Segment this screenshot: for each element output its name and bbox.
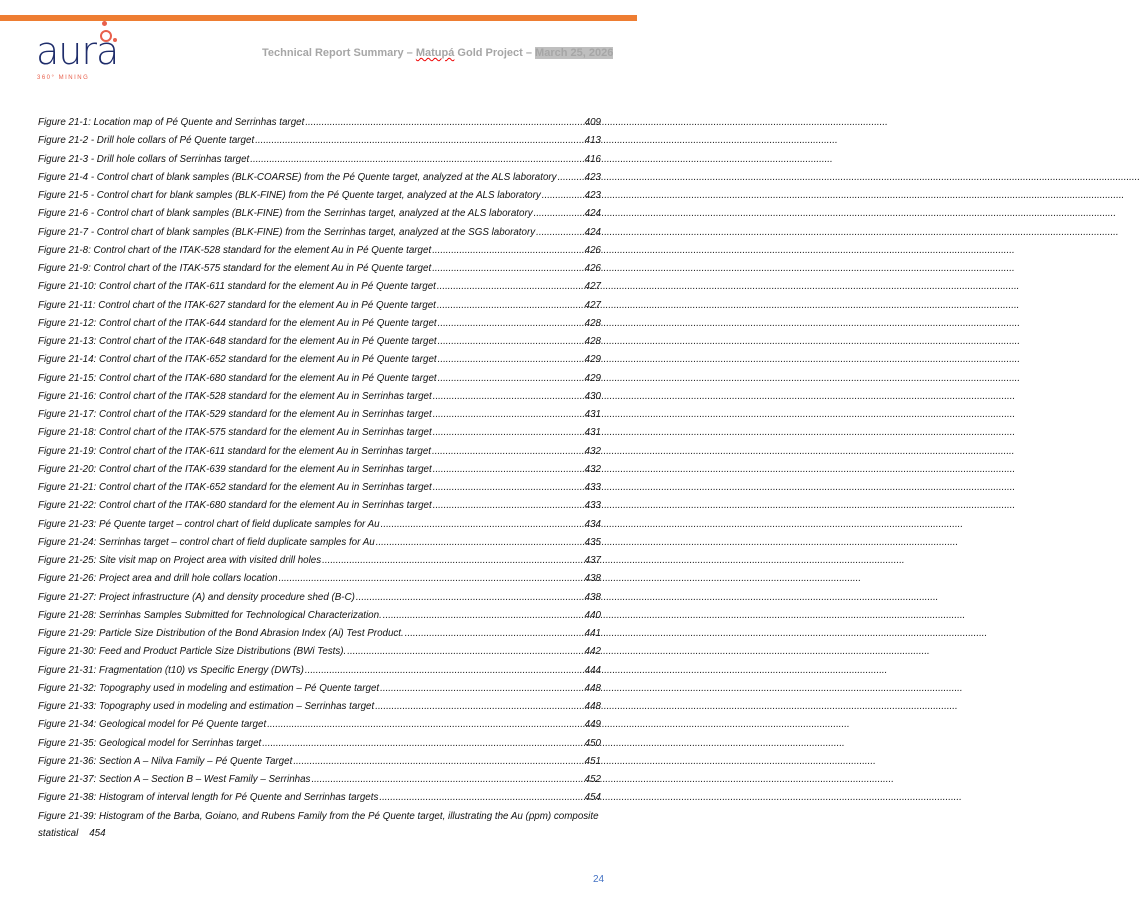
toc-entry-page: 444 (584, 664, 601, 676)
dot-leader (311, 771, 583, 789)
toc-entry-page: 438 (584, 591, 601, 603)
toc-entry-label: Figure 21-24: Serrinhas target – control chart of field duplicate samples for Au (38, 536, 375, 548)
toc-entry-label: Figure 21-28: Serrinhas Samples Submitted for Technological Characterization. (38, 609, 382, 621)
toc-entry[interactable] (38, 698, 601, 716)
toc-entry[interactable] (38, 753, 601, 771)
dot-leader (432, 242, 583, 260)
toc-entry[interactable] (38, 187, 601, 205)
toc-entry[interactable] (38, 424, 601, 442)
dot-leader (432, 443, 584, 461)
dot-leader (293, 753, 583, 771)
toc-entry-page: 428 (584, 336, 601, 347)
header-accent-bar (0, 15, 637, 21)
toc-entry[interactable] (38, 132, 601, 150)
title-date: March 25, 2026 (535, 47, 614, 59)
toc-entry-label: Figure 21-38: Histogram of interval length for Pé Quente and Serrinhas targets (38, 792, 379, 804)
toc-entry[interactable] (38, 570, 601, 588)
toc-entry-label: Figure 21-3 - Drill hole collars of Serrinhas target (38, 153, 250, 165)
toc-entry-label: Figure 21-4 - Control chart of blank samples (BLK-COARSE) from the Pé Quente target, analyzed at the ALS laboratory (38, 171, 557, 183)
toc-entry-label: Figure 21-13: Control chart of the ITAK-648 standard for the element Au in Pé Quente target (38, 336, 437, 347)
dot-leader (379, 789, 583, 807)
toc-entry-page: 451 (584, 755, 601, 767)
logo-tagline: 360° MINING (37, 75, 90, 81)
toc-entry-page: 432 (584, 463, 601, 475)
toc-entry-page: 429 (584, 354, 601, 366)
dot-leader (438, 351, 584, 369)
dot-leader (279, 570, 584, 588)
dot-leader (433, 424, 584, 442)
dot-leader (305, 114, 583, 132)
dot-leader (375, 698, 583, 716)
toc-entry-label: Figure 21-27: Project infrastructure (A) and density procedure shed (B-C) (38, 591, 355, 603)
toc-entry[interactable] (38, 151, 601, 169)
toc-entry-label: Figure 21-7 - Control chart of blank samples (BLK-FINE) from the Serrinhas target, analyzed at the SGS laboratory (38, 226, 536, 238)
toc-entry-page: 449 (584, 719, 601, 731)
table-of-figures (38, 114, 601, 842)
logo-wordmark: aura (36, 29, 119, 73)
toc-entry-label: Figure 21-36: Section A – Nilva Family – Pé Quente Target (38, 755, 293, 767)
page-number: 24 (593, 874, 605, 885)
toc-entry[interactable] (38, 589, 601, 607)
toc-entry-page: 431 (584, 409, 601, 420)
dot-leader (438, 333, 584, 351)
toc-entry[interactable] (38, 406, 601, 424)
dot-leader (347, 643, 583, 661)
toc-entry-label: Figure 21-35: Geological model for Serrinhas target (38, 737, 262, 749)
toc-entry[interactable] (38, 370, 601, 388)
dot-leader (558, 169, 584, 187)
toc-entry-page: 432 (584, 445, 601, 457)
toc-entry-label: Figure 21-17: Control chart of the ITAK-529 standard for the element Au in Serrinhas target (38, 409, 432, 420)
toc-entry-label: Figure 21-20: Control chart of the ITAK-639 standard for the element Au in Serrinhas target (38, 463, 432, 475)
toc-entry-page: 452 (584, 774, 601, 785)
dot-leader (381, 516, 584, 534)
toc-entry-label: Figure 21-25: Site visit map on Project area with visited drill holes (38, 555, 322, 566)
dot-leader (437, 297, 584, 315)
toc-entry[interactable] (38, 771, 601, 789)
toc-entry-label: Figure 21-5 - Control chart for blank samples (BLK-FINE) from the Pé Quente target, analyzed at the ALS laboratory (38, 190, 541, 201)
toc-entry-page: 409 (584, 117, 601, 128)
dot-leader (250, 151, 583, 169)
toc-entry-label: Figure 21-34: Geological model for Pé Quente target (38, 719, 267, 731)
toc-entry-page: 434 (584, 518, 601, 530)
toc-entry-label: Figure 21-14: Control chart of the ITAK-652 standard for the element Au in Pé Quente target (38, 354, 437, 366)
toc-entry[interactable] (38, 260, 601, 278)
title-project: Matupá (415, 47, 455, 59)
toc-entry-page: 440 (584, 609, 601, 621)
toc-entry[interactable] (38, 479, 601, 497)
toc-entry-label: Figure 21-39: Histogram of the Barba, Goiano, and Rubens Family from the Pé Quente target, illustrating the Au (ppm) composite statistical (38, 810, 599, 839)
toc-entry-label: Figure 21-1: Location map of Pé Quente and Serrinhas target (38, 117, 305, 128)
toc-entry-page: 442 (584, 646, 601, 658)
toc-entry[interactable] (38, 297, 601, 315)
header-title (262, 46, 613, 60)
toc-entry-page: 438 (584, 573, 601, 585)
toc-entry-label: Figure 21-9: Control chart of the ITAK-575 standard for the element Au in Pé Quente target (38, 263, 432, 274)
toc-entry-label: Figure 21-19: Control chart of the ITAK-611 standard for the element Au in Serrinhas target (38, 445, 431, 457)
title-mid: Gold Project – (454, 47, 536, 59)
toc-entry-label: Figure 21-11: Control chart of the ITAK-627 standard for the element Au in Pé Quente target (38, 299, 436, 311)
toc-entry[interactable] (38, 662, 601, 680)
toc-entry-page: 435 (584, 536, 601, 548)
toc-entry[interactable] (38, 516, 601, 534)
toc-entry-label: Figure 21-18: Control chart of the ITAK-575 standard for the element Au in Serrinhas target (38, 427, 432, 439)
dot-leader (356, 589, 584, 607)
toc-entry-page: 413 (584, 135, 601, 147)
toc-entry-page: 437 (584, 555, 601, 566)
toc-entry[interactable] (38, 808, 601, 842)
toc-entry-page: 429 (584, 372, 601, 384)
toc-entry[interactable] (38, 205, 601, 223)
toc-entry[interactable] (38, 552, 601, 570)
toc-entry-label: Figure 21-21: Control chart of the ITAK-652 standard for the element Au in Serrinhas target (38, 482, 432, 493)
aura-logo (36, 26, 156, 86)
toc-entry[interactable] (38, 625, 601, 643)
title-prefix: Technical Report Summary – (262, 47, 416, 59)
dot-leader (376, 534, 584, 552)
toc-entry-label: Figure 21-31: Fragmentation (t10) vs Specific Energy (DWTs) (38, 664, 304, 676)
dot-leader (405, 625, 584, 643)
toc-entry-page: 430 (584, 390, 601, 402)
toc-entry-page: 431 (584, 427, 601, 439)
toc-entry[interactable] (38, 716, 601, 734)
toc-entry-label: Figure 21-32: Topography used in modeling and estimation – Pé Quente target (38, 682, 380, 694)
dot-leader (438, 315, 584, 333)
toc-entry-label: Figure 21-12: Control chart of the ITAK-644 standard for the element Au in Pé Quente target (38, 317, 437, 329)
toc-entry-page: 424 (584, 226, 601, 238)
dot-leader (262, 735, 583, 753)
toc-entry-label: Figure 21-23: Pé Quente target – control chart of field duplicate samples for Au (38, 518, 380, 530)
toc-entry-page: 427 (584, 299, 601, 311)
toc-entry-label: Figure 21-33: Topography used in modeling and estimation – Serrinhas target (38, 701, 375, 712)
toc-entry-label: Figure 21-37: Section A – Section B – West Family – Serrinhas (38, 774, 311, 785)
toc-entry[interactable] (38, 735, 601, 753)
dot-leader (322, 552, 583, 570)
toc-entry-page: 441 (584, 628, 601, 639)
dot-leader (433, 497, 584, 515)
dot-leader (380, 680, 584, 698)
toc-entry-label: Figure 21-26: Project area and drill hole collars location (38, 573, 278, 585)
dot-leader (267, 716, 583, 734)
toc-entry[interactable] (38, 643, 601, 661)
toc-entry-page: 454 (584, 792, 601, 804)
toc-entry[interactable] (38, 497, 601, 515)
toc-entry-page: 433 (584, 500, 601, 512)
toc-entry-page: 427 (584, 281, 601, 293)
toc-entry[interactable] (38, 224, 601, 242)
toc-entry[interactable] (38, 315, 601, 333)
logo-dot-icon (102, 21, 107, 26)
toc-entry[interactable] (38, 114, 601, 132)
toc-entry[interactable] (38, 333, 601, 351)
dot-leader (383, 607, 584, 625)
toc-entry-page: 426 (584, 244, 601, 256)
toc-entry-page: 423 (584, 190, 601, 201)
toc-entry-label: Figure 21-6 - Control chart of blank samples (BLK-FINE) from the Serrinhas target, analyzed at the ALS laboratory (38, 208, 533, 220)
dot-leader (438, 370, 584, 388)
toc-entry-label: Figure 21-15: Control chart of the ITAK-680 standard for the element Au in Pé Quente target (38, 372, 437, 384)
dot-leader (433, 406, 584, 424)
toc-entry[interactable] (38, 534, 601, 552)
dot-leader (437, 278, 584, 296)
toc-entry[interactable] (38, 242, 601, 260)
dot-leader (542, 187, 584, 205)
dot-leader (534, 205, 584, 223)
dot-leader (255, 132, 583, 150)
toc-entry-page: 428 (584, 317, 601, 329)
toc-entry-label: Figure 21-10: Control chart of the ITAK-611 standard for the element Au in Pé Quente target (38, 281, 436, 293)
toc-entry-page: 450 (584, 737, 601, 749)
dot-leader (536, 224, 584, 242)
toc-entry-label: Figure 21-22: Control chart of the ITAK-680 standard for the element Au in Serrinhas target (38, 500, 432, 512)
toc-entry-page: 448 (584, 682, 601, 694)
toc-entry-label: Figure 21-30: Feed and Product Particle Size Distributions (BWi Tests). (38, 646, 347, 658)
dot-leader (432, 260, 583, 278)
toc-entry[interactable] (38, 789, 601, 807)
toc-entry[interactable] (38, 278, 601, 296)
toc-entry[interactable] (38, 461, 601, 479)
toc-entry[interactable] (38, 351, 601, 369)
toc-entry[interactable] (38, 169, 601, 187)
toc-entry-page: 426 (584, 263, 601, 274)
toc-entry-page: 448 (584, 701, 601, 712)
toc-entry[interactable] (38, 680, 601, 698)
toc-entry-page: 416 (584, 153, 601, 165)
toc-entry[interactable] (38, 388, 601, 406)
dot-leader (433, 479, 584, 497)
toc-entry-page: 423 (584, 171, 601, 183)
toc-entry-page: 424 (584, 208, 601, 220)
toc-entry-label: Figure 21-2 - Drill hole collars of Pé Quente target (38, 135, 255, 147)
toc-entry[interactable] (38, 607, 601, 625)
toc-entry-label: Figure 21-8: Control chart of the ITAK-528 standard for the element Au in Pé Quente target (38, 244, 432, 256)
dot-leader (305, 662, 584, 680)
toc-entry[interactable] (38, 443, 601, 461)
toc-entry-page: 454 (89, 827, 106, 839)
dot-leader (433, 388, 584, 406)
dot-leader (433, 461, 584, 479)
toc-entry-page: 433 (584, 482, 601, 493)
toc-entry-label: Figure 21-29: Particle Size Distribution of the Bond Abrasion Index (Ai) Test Product. (38, 628, 404, 639)
toc-entry-label: Figure 21-16: Control chart of the ITAK-528 standard for the element Au in Serrinhas target (38, 390, 432, 402)
